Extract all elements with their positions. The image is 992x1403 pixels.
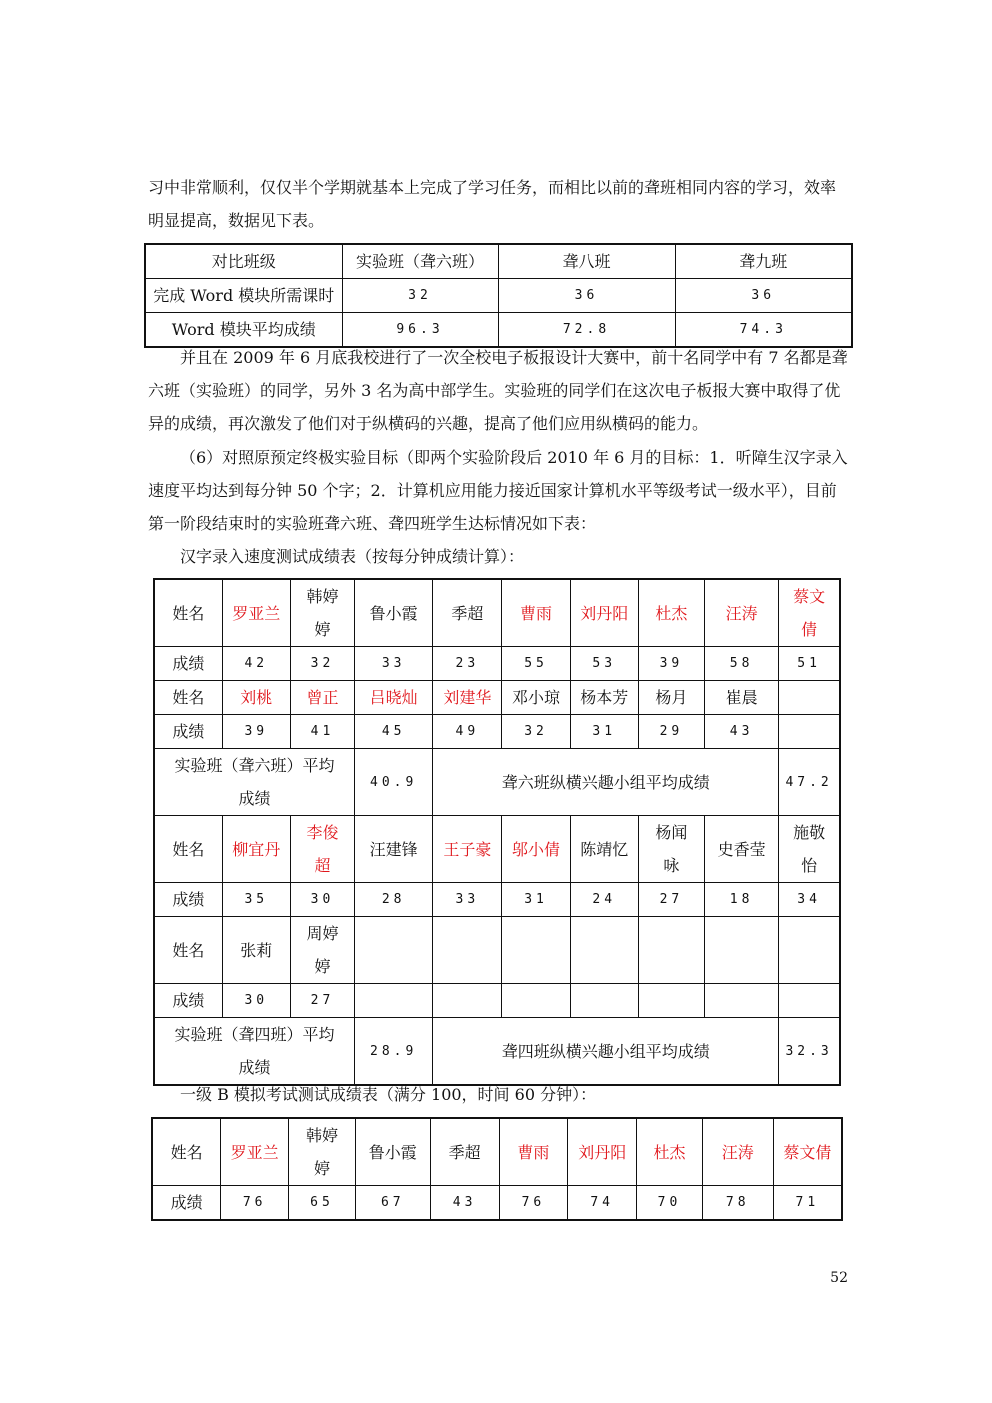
score-cell: 33 bbox=[433, 883, 502, 917]
student-name-cell: 王子豪 bbox=[433, 816, 502, 883]
row-label-score: 成绩 bbox=[154, 647, 222, 681]
score-cell: 23 bbox=[433, 647, 502, 681]
class-comparison-table bbox=[144, 243, 853, 348]
score-cell: 32 bbox=[290, 647, 354, 681]
student-name-cell: 罗亚兰 bbox=[221, 1118, 289, 1186]
score-cell: 39 bbox=[222, 715, 290, 749]
score-cell: 41 bbox=[290, 715, 354, 749]
student-name-cell bbox=[779, 917, 840, 984]
score-cell bbox=[570, 984, 638, 1018]
row-label-score: 成绩 bbox=[152, 1186, 221, 1221]
typing-speed-table bbox=[153, 578, 841, 1086]
student-name-cell bbox=[638, 917, 704, 984]
student-name-cell: 汪涛 bbox=[705, 579, 779, 647]
score-cell: 32 bbox=[502, 715, 570, 749]
row-label-score: 成绩 bbox=[154, 883, 222, 917]
student-name-cell: 韩婷婷 bbox=[289, 1118, 356, 1186]
row-label: Word 模块平均成绩 bbox=[145, 313, 342, 348]
paragraph-goals: （6）对照原预定终极实验目标（即两个实验阶段后 2010 年 6 月的目标：1．听障生汉字录入速度平均达到每分钟 50 个字；2．计算机应用能力接近国家计算机水平等级考试一级水平），目前第一阶段结束时的实验班聋六班、聋四班学生达标情况如下表： bbox=[148, 448, 848, 533]
student-name-cell: 刘丹阳 bbox=[570, 579, 638, 647]
class6-average-label: 实验班（聋六班）平均成绩 bbox=[154, 749, 355, 816]
score-cell bbox=[638, 984, 704, 1018]
score-cell: 55 bbox=[502, 647, 570, 681]
student-name-cell: 刘丹阳 bbox=[568, 1118, 637, 1186]
row-label-name: 姓名 bbox=[154, 681, 222, 715]
score-cell: 28 bbox=[355, 883, 433, 917]
student-name-cell: 周婷婷 bbox=[290, 917, 354, 984]
class6-group-value: 47.2 bbox=[779, 749, 840, 816]
student-name-cell: 刘建华 bbox=[433, 681, 502, 715]
score-cell: 76 bbox=[221, 1186, 289, 1221]
table-cell: 72.8 bbox=[498, 313, 675, 348]
student-name-cell bbox=[570, 917, 638, 984]
score-cell bbox=[779, 984, 840, 1018]
student-name-cell: 张莉 bbox=[222, 917, 290, 984]
table-cell: 36 bbox=[498, 279, 675, 313]
exam-score-table bbox=[151, 1117, 843, 1221]
student-name-cell: 邓小琼 bbox=[502, 681, 570, 715]
student-name-cell: 季超 bbox=[433, 579, 502, 647]
score-cell: 33 bbox=[355, 647, 433, 681]
student-name-cell: 施敬怡 bbox=[779, 816, 840, 883]
student-name-cell: 韩婷婷 bbox=[290, 579, 354, 647]
score-cell: 70 bbox=[637, 1186, 703, 1221]
row-label-score: 成绩 bbox=[154, 715, 222, 749]
table-header-cell: 对比班级 bbox=[145, 244, 342, 279]
row-label-name: 姓名 bbox=[154, 917, 222, 984]
class4-group-label: 聋四班纵横兴趣小组平均成绩 bbox=[433, 1018, 779, 1086]
score-cell: 24 bbox=[570, 883, 638, 917]
class4-group-value: 32.3 bbox=[779, 1018, 840, 1086]
score-cell: 45 bbox=[355, 715, 433, 749]
score-cell: 31 bbox=[502, 883, 570, 917]
score-cell: 76 bbox=[499, 1186, 568, 1221]
row-label: 完成 Word 模块所需课时 bbox=[145, 279, 342, 313]
score-cell bbox=[502, 984, 570, 1018]
speed-table-caption: 汉字录入速度测试成绩表（按每分钟成绩计算）： bbox=[180, 547, 525, 566]
score-cell: 39 bbox=[638, 647, 704, 681]
score-cell: 30 bbox=[290, 883, 354, 917]
student-name-cell: 蔡文倩 bbox=[779, 579, 840, 647]
score-cell: 74 bbox=[568, 1186, 637, 1221]
student-name-cell bbox=[433, 917, 502, 984]
student-name-cell: 鲁小霞 bbox=[355, 1118, 430, 1186]
student-name-cell: 刘桃 bbox=[222, 681, 290, 715]
score-cell bbox=[779, 715, 840, 749]
student-name-cell: 曹雨 bbox=[499, 1118, 568, 1186]
student-name-cell: 曹雨 bbox=[502, 579, 570, 647]
score-cell: 43 bbox=[705, 715, 779, 749]
table-header-cell: 实验班（聋六班） bbox=[342, 244, 498, 279]
exam-table-caption: 一级 B 模拟考试测试成绩表（满分 100，时间 60 分钟）： bbox=[180, 1085, 597, 1104]
student-name-cell: 杜杰 bbox=[638, 579, 704, 647]
student-name-cell: 杨闻咏 bbox=[638, 816, 704, 883]
score-cell: 43 bbox=[430, 1186, 499, 1221]
score-cell bbox=[705, 984, 779, 1018]
score-cell: 71 bbox=[773, 1186, 842, 1221]
page-number: 52 bbox=[830, 1270, 848, 1286]
score-cell: 34 bbox=[779, 883, 840, 917]
class4-average-label: 实验班（聋四班）平均成绩 bbox=[154, 1018, 355, 1086]
class4-average-value: 28.9 bbox=[355, 1018, 433, 1086]
score-cell: 27 bbox=[638, 883, 704, 917]
table-cell: 96.3 bbox=[342, 313, 498, 348]
paragraph-intro: 习中非常顺利，仅仅半个学期就基本上完成了学习任务，而相比以前的聋班相同内容的学习，效率明显提高，数据见下表。 bbox=[148, 178, 837, 230]
student-name-cell: 李俊超 bbox=[290, 816, 354, 883]
row-label-name: 姓名 bbox=[154, 579, 222, 647]
student-name-cell: 季超 bbox=[430, 1118, 499, 1186]
table-cell: 32 bbox=[342, 279, 498, 313]
table-header-cell: 聋九班 bbox=[675, 244, 852, 279]
student-name-cell bbox=[705, 917, 779, 984]
student-name-cell bbox=[502, 917, 570, 984]
score-cell bbox=[433, 984, 502, 1018]
score-cell: 31 bbox=[570, 715, 638, 749]
score-cell: 35 bbox=[222, 883, 290, 917]
student-name-cell bbox=[779, 681, 840, 715]
score-cell: 58 bbox=[705, 647, 779, 681]
student-name-cell: 蔡文倩 bbox=[773, 1118, 842, 1186]
student-name-cell: 柳宜丹 bbox=[222, 816, 290, 883]
score-cell: 29 bbox=[638, 715, 704, 749]
score-cell: 53 bbox=[570, 647, 638, 681]
student-name-cell bbox=[355, 917, 433, 984]
student-name-cell: 崔晨 bbox=[705, 681, 779, 715]
student-name-cell: 陈靖忆 bbox=[570, 816, 638, 883]
student-name-cell: 吕晓灿 bbox=[355, 681, 433, 715]
paragraph-contest: 并且在 2009 年 6 月底我校进行了一次全校电子板报设计大赛中，前十名同学中有 7 名都是聋六班（实验班）的同学，另外 3 名为高中部学生。实验班的同学们在这次电子板报大赛中取得了优异的成绩，再次激发了他们对于纵横码的兴趣，提高了他们应用纵横码的能力。 bbox=[148, 348, 848, 433]
student-name-cell: 邬小倩 bbox=[502, 816, 570, 883]
score-cell: 65 bbox=[289, 1186, 356, 1221]
student-name-cell: 罗亚兰 bbox=[222, 579, 290, 647]
student-name-cell: 杜杰 bbox=[637, 1118, 703, 1186]
student-name-cell: 汪涛 bbox=[702, 1118, 773, 1186]
score-cell: 78 bbox=[702, 1186, 773, 1221]
score-cell: 27 bbox=[290, 984, 354, 1018]
row-label-name: 姓名 bbox=[152, 1118, 221, 1186]
student-name-cell: 曾正 bbox=[290, 681, 354, 715]
score-cell: 42 bbox=[222, 647, 290, 681]
student-name-cell: 杨月 bbox=[638, 681, 704, 715]
table-cell: 36 bbox=[675, 279, 852, 313]
student-name-cell: 史香莹 bbox=[705, 816, 779, 883]
student-name-cell: 杨本芳 bbox=[570, 681, 638, 715]
score-cell: 18 bbox=[705, 883, 779, 917]
score-cell: 51 bbox=[779, 647, 840, 681]
score-cell: 67 bbox=[355, 1186, 430, 1221]
class6-group-label: 聋六班纵横兴趣小组平均成绩 bbox=[433, 749, 779, 816]
student-name-cell: 鲁小霞 bbox=[355, 579, 433, 647]
table-cell: 74.3 bbox=[675, 313, 852, 348]
student-name-cell: 汪建锋 bbox=[355, 816, 433, 883]
row-label-score: 成绩 bbox=[154, 984, 222, 1018]
row-label-name: 姓名 bbox=[154, 816, 222, 883]
class6-average-value: 40.9 bbox=[355, 749, 433, 816]
table-header-cell: 聋八班 bbox=[498, 244, 675, 279]
score-cell: 30 bbox=[222, 984, 290, 1018]
score-cell bbox=[355, 984, 433, 1018]
score-cell: 49 bbox=[433, 715, 502, 749]
